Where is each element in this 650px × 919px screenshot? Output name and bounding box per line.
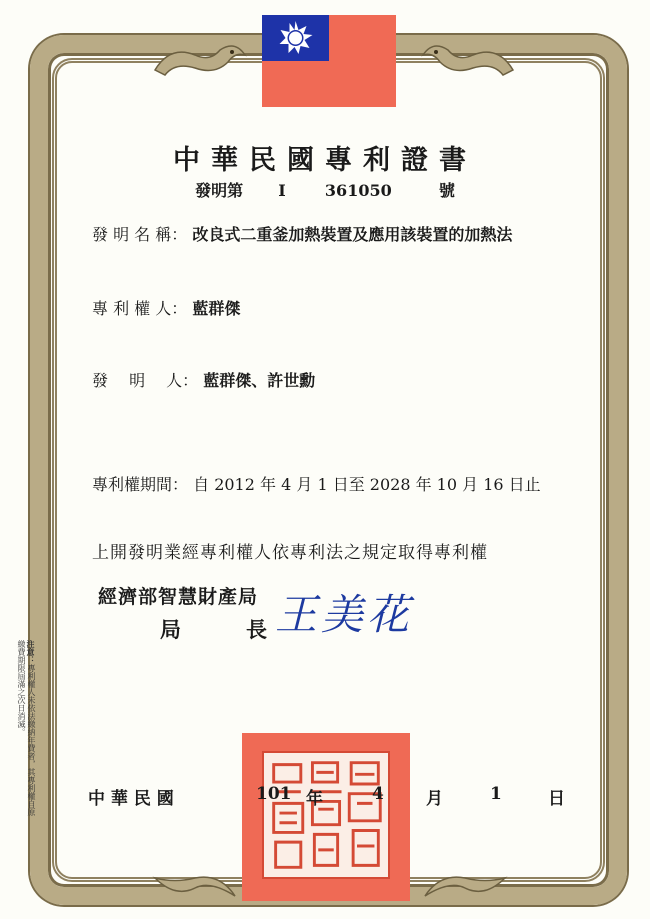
date-month-unit: 月 — [426, 789, 443, 809]
notice-text: 專利權人未依法繳納年費者，其專利權自原繳費期限屆滿之次日消滅。 — [17, 640, 36, 816]
date-day-unit: 日 — [548, 789, 565, 809]
certificate-title: 中華民國專利證書 — [173, 145, 477, 176]
dragon-ornament-bottom-right-icon — [420, 868, 510, 902]
number-value: 361050 — [324, 181, 392, 200]
number-prefix: 發明第 — [195, 181, 244, 200]
director-signature: 王美花 — [275, 590, 414, 639]
grant-statement: 上開發明業經專利權人依專利法之規定取得專利權 — [92, 543, 488, 563]
flag-canton — [262, 15, 329, 61]
invention-name-label: 發 明 名 稱： — [92, 225, 188, 244]
inventor-label: 發 明 人： — [92, 371, 199, 390]
invention-name: 改良式二重釜加熱裝置及應用該裝置的加熱法 — [192, 225, 513, 244]
invention-name-row — [92, 222, 512, 245]
date-month: 4 — [372, 784, 384, 804]
notice-title: 注意： — [26, 640, 36, 664]
patentee-label: 專 利 權 人： — [92, 299, 188, 318]
inventor-names: 藍群傑、許世勳 — [203, 371, 316, 390]
patent-term-row — [92, 472, 541, 495]
dragon-ornament-left-icon — [150, 40, 250, 80]
date-day: 1 — [490, 784, 502, 804]
certificate-number — [0, 178, 650, 201]
number-type: I — [278, 181, 286, 200]
patentee-name: 藍群傑 — [192, 299, 241, 318]
patentee-row — [92, 296, 240, 319]
official-seal — [242, 733, 410, 901]
number-suffix: 號 — [438, 181, 455, 200]
white-sun-icon — [262, 15, 329, 61]
patent-term: 自 2012 年 4 月 1 日至 2028 年 10 月 16 日止 — [193, 475, 541, 494]
date-era: 中 華 民 國 — [88, 789, 174, 809]
dragon-ornament-bottom-left-icon — [150, 868, 240, 902]
date-year-unit: 年 — [306, 789, 323, 809]
director-title: 局 長 — [160, 617, 289, 642]
seal-glyphs-icon — [264, 753, 388, 877]
seal-inner — [262, 751, 390, 879]
patent-term-label: 專利權期間： — [92, 475, 189, 494]
national-flag — [262, 15, 396, 107]
inventor-row — [92, 368, 315, 391]
dragon-ornament-right-icon — [418, 40, 518, 80]
issuing-office: 經濟部智慧財產局 — [98, 586, 259, 608]
notice — [6, 640, 36, 820]
date-year: 101 — [256, 784, 292, 804]
